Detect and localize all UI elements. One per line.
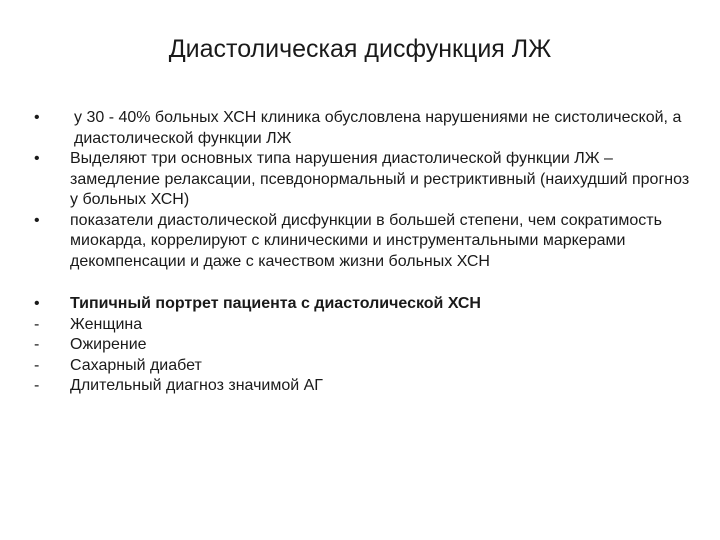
portrait-heading-item xyxy=(34,294,694,315)
slide-body xyxy=(34,108,694,397)
slide-title: Диастолическая дисфункция ЛЖ xyxy=(168,35,552,63)
bullet-text: Выделяют три основных типа нарушения диастолической функции ЛЖ – замедление релаксации, псевдонормальный и рестриктивный (наихудший прогноз у больных ХСН) xyxy=(70,150,690,208)
portrait-heading: Типичный портрет пациента с диастолической ХСН xyxy=(70,295,481,312)
dash-item xyxy=(34,315,694,336)
bullet-marker: • xyxy=(34,295,40,312)
dash-marker: - xyxy=(34,377,40,394)
bullet-text: у 30 - 40% больных ХСН клиника обусловлена нарушениями не систолической, а диастолической функции ЛЖ xyxy=(74,109,682,147)
dash-item xyxy=(34,335,694,356)
bullet-text: показатели диастолической дисфункции в большей степени, чем сократимость миокарда, коррелируют с клиническими и инструментальными маркерами декомпенсации и даже с качеством жизни больных ХСН xyxy=(70,211,662,270)
bullet-marker: • xyxy=(34,211,40,229)
bullet-marker: • xyxy=(34,150,40,167)
bullet-item xyxy=(34,149,694,211)
dash-marker: - xyxy=(34,336,40,353)
dash-item xyxy=(34,376,694,397)
bullet-item xyxy=(34,211,694,273)
spacer xyxy=(34,272,694,294)
dash-text: Сахарный диабет xyxy=(70,356,202,374)
dash-marker: - xyxy=(34,356,40,374)
dash-text: Ожирение xyxy=(70,336,147,353)
dash-text: Длительный диагноз значимой АГ xyxy=(70,377,323,394)
dash-item xyxy=(34,356,694,377)
bullet-item xyxy=(34,108,694,149)
dash-marker: - xyxy=(34,315,40,333)
bullet-marker: • xyxy=(34,109,40,126)
dash-text: Женщина xyxy=(70,315,143,333)
